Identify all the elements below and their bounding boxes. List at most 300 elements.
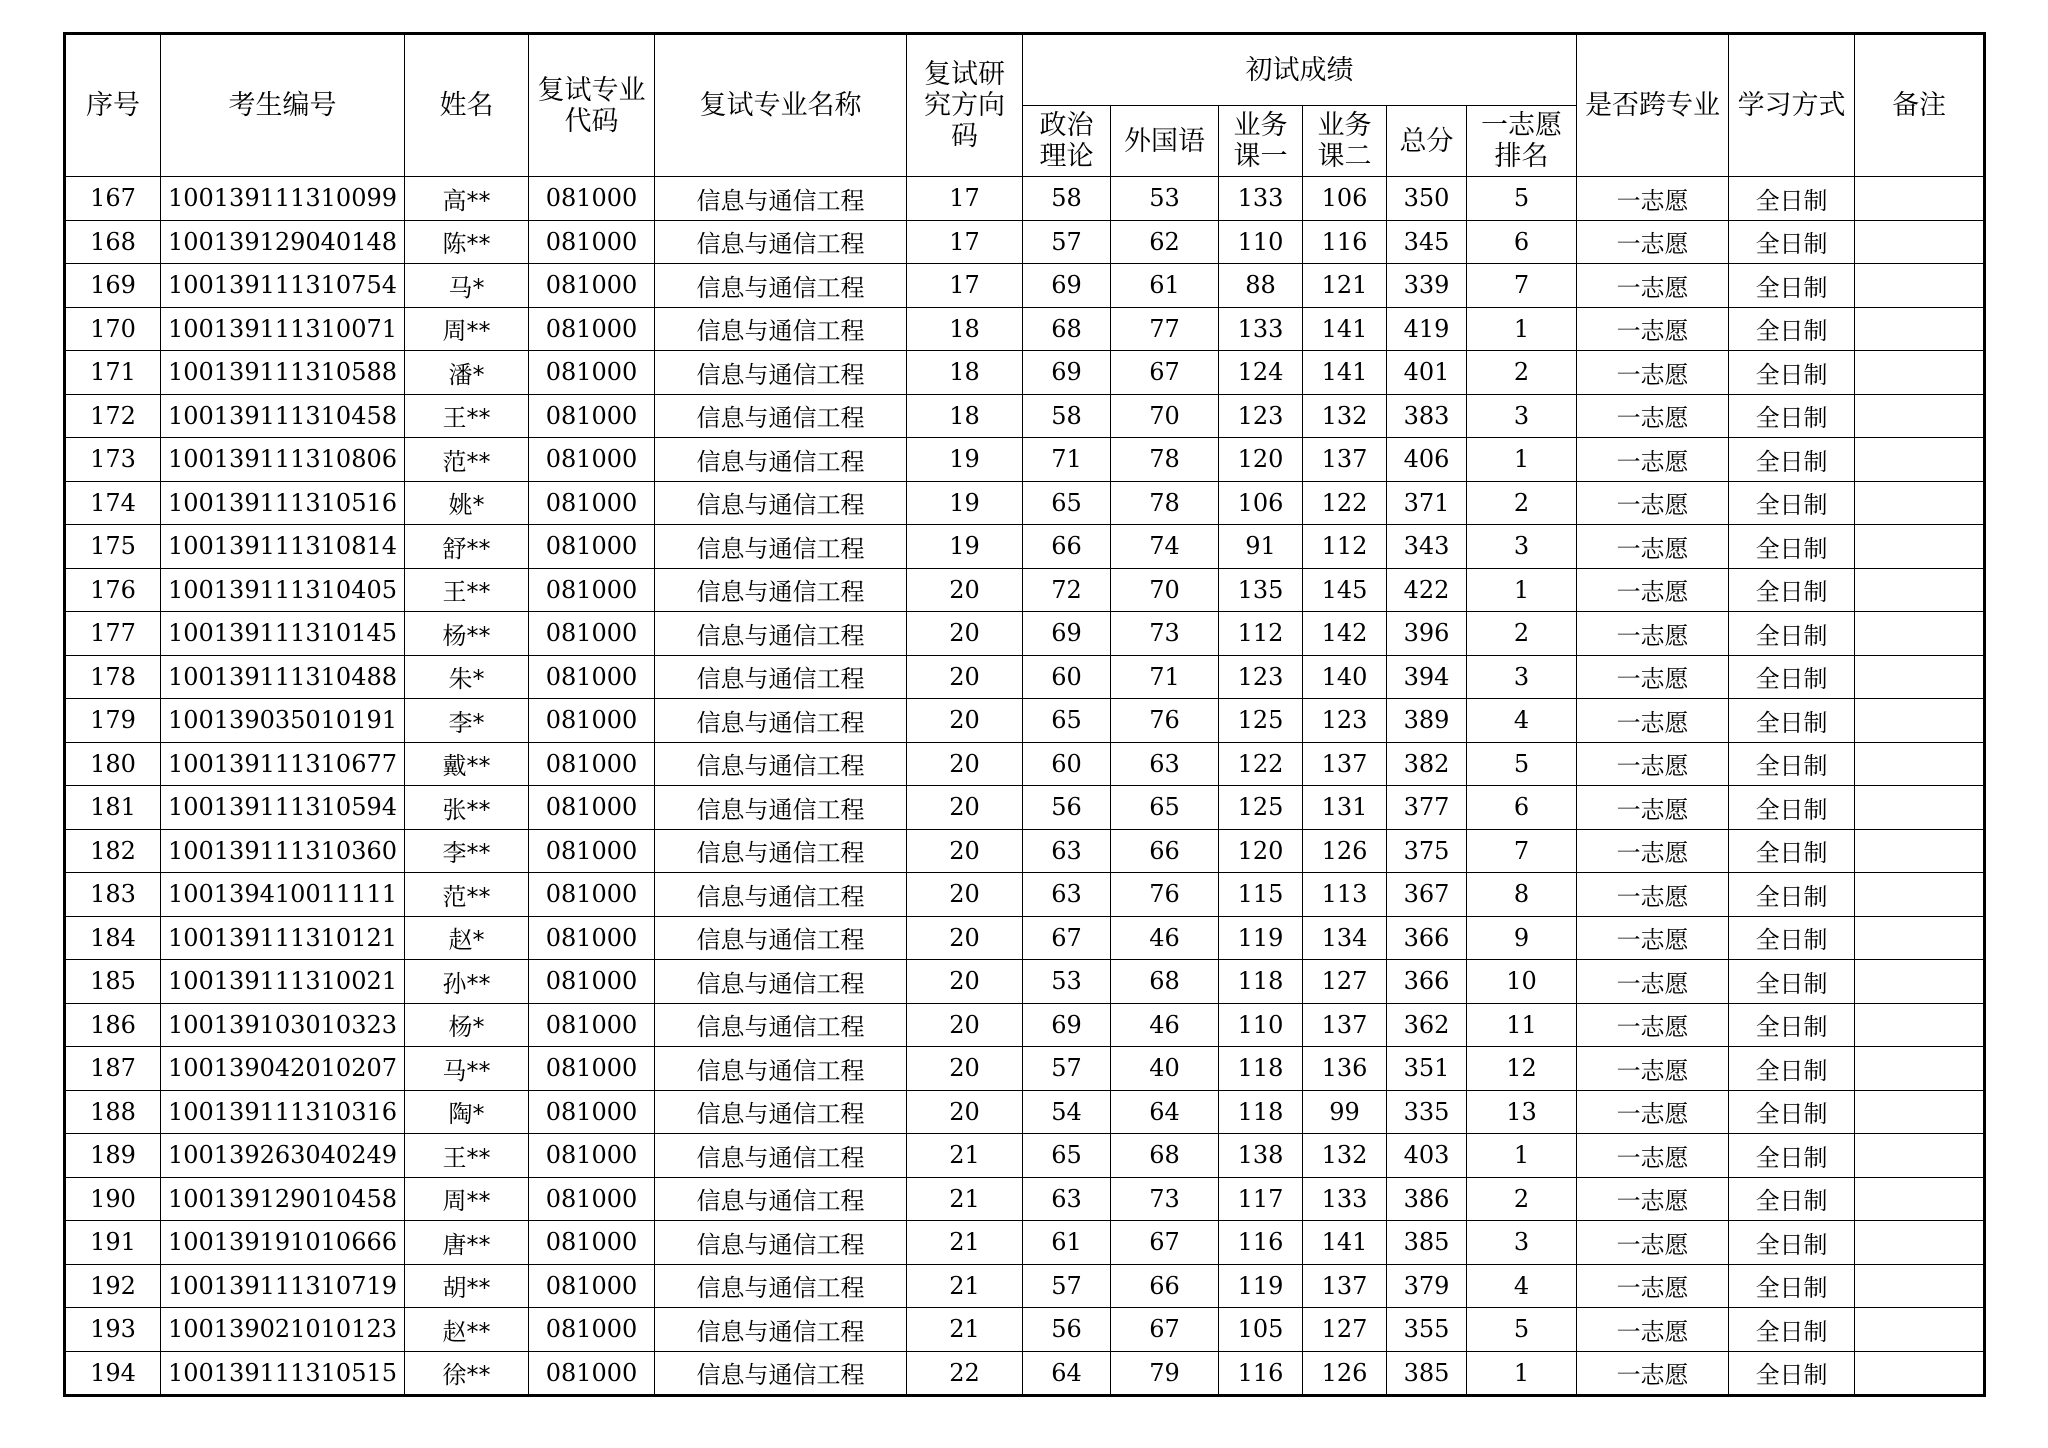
table-row	[65, 481, 1985, 525]
cell-subject2: 126	[1303, 829, 1387, 873]
cell-exam-id: 100139111310121	[161, 916, 405, 960]
header-subject2	[1303, 106, 1387, 177]
cell-study-mode: 全日制	[1729, 525, 1855, 569]
cell-subject2: 131	[1303, 786, 1387, 830]
cell-politics: 57	[1023, 220, 1111, 264]
cell-exam-id: 100139129010458	[161, 1177, 405, 1221]
cell-direction-code: 20	[907, 960, 1023, 1004]
cell-rank: 8	[1467, 873, 1577, 917]
cell-direction-code: 20	[907, 1090, 1023, 1134]
table-row	[65, 264, 1985, 308]
cell-remarks	[1855, 655, 1985, 699]
cell-exam-id: 100139410011111	[161, 873, 405, 917]
cell-foreign: 66	[1111, 1264, 1219, 1308]
cell-politics: 68	[1023, 307, 1111, 351]
cell-major-name: 信息与通信工程	[655, 351, 907, 395]
cell-foreign: 67	[1111, 1308, 1219, 1352]
cell-major-code: 081000	[529, 220, 655, 264]
cell-name: 周**	[405, 307, 529, 351]
cell-seq: 183	[65, 873, 161, 917]
cell-cross-major: 一志愿	[1577, 655, 1729, 699]
cell-remarks	[1855, 394, 1985, 438]
cell-subject1: 138	[1219, 1134, 1303, 1178]
cell-foreign: 68	[1111, 1134, 1219, 1178]
cell-subject2: 141	[1303, 351, 1387, 395]
cell-exam-id: 100139042010207	[161, 1047, 405, 1091]
cell-study-mode: 全日制	[1729, 1351, 1855, 1396]
cell-major-name: 信息与通信工程	[655, 1308, 907, 1352]
cell-foreign: 76	[1111, 873, 1219, 917]
table-row	[65, 568, 1985, 612]
cell-politics: 57	[1023, 1047, 1111, 1091]
cell-politics: 63	[1023, 873, 1111, 917]
cell-politics: 65	[1023, 699, 1111, 743]
table-row	[65, 612, 1985, 656]
cell-rank: 3	[1467, 525, 1577, 569]
cell-major-code: 081000	[529, 525, 655, 569]
cell-cross-major: 一志愿	[1577, 829, 1729, 873]
cell-rank: 4	[1467, 1264, 1577, 1308]
cell-direction-code: 19	[907, 438, 1023, 482]
table-row	[65, 1351, 1985, 1396]
cell-rank: 1	[1467, 307, 1577, 351]
cell-rank: 2	[1467, 481, 1577, 525]
table-row	[65, 829, 1985, 873]
header-politics	[1023, 106, 1111, 177]
cell-direction-code: 18	[907, 394, 1023, 438]
table-row	[65, 960, 1985, 1004]
cell-seq: 180	[65, 742, 161, 786]
cell-total: 383	[1387, 394, 1467, 438]
cell-major-name: 信息与通信工程	[655, 481, 907, 525]
cell-seq: 194	[65, 1351, 161, 1396]
cell-subject2: 113	[1303, 873, 1387, 917]
cell-rank: 5	[1467, 742, 1577, 786]
cell-major-code: 081000	[529, 351, 655, 395]
cell-rank: 5	[1467, 177, 1577, 221]
cell-major-code: 081000	[529, 786, 655, 830]
table-row	[65, 307, 1985, 351]
header-name: 姓名	[405, 34, 529, 177]
cell-study-mode: 全日制	[1729, 177, 1855, 221]
cell-major-code: 081000	[529, 829, 655, 873]
cell-major-code: 081000	[529, 264, 655, 308]
table-row	[65, 1134, 1985, 1178]
header-politics-text: 政治理论	[1039, 110, 1094, 172]
cell-cross-major: 一志愿	[1577, 1351, 1729, 1396]
cell-rank: 1	[1467, 1351, 1577, 1396]
cell-politics: 65	[1023, 1134, 1111, 1178]
cell-study-mode: 全日制	[1729, 481, 1855, 525]
cell-seq: 192	[65, 1264, 161, 1308]
header-major-code-text: 复试专业代码	[537, 74, 646, 137]
cell-cross-major: 一志愿	[1577, 1221, 1729, 1265]
cell-study-mode: 全日制	[1729, 351, 1855, 395]
cell-subject1: 118	[1219, 960, 1303, 1004]
cell-direction-code: 20	[907, 1003, 1023, 1047]
cell-exam-id: 100139111310405	[161, 568, 405, 612]
cell-remarks	[1855, 307, 1985, 351]
cell-study-mode: 全日制	[1729, 438, 1855, 482]
cell-subject2: 123	[1303, 699, 1387, 743]
cell-cross-major: 一志愿	[1577, 264, 1729, 308]
cell-major-name: 信息与通信工程	[655, 525, 907, 569]
cell-direction-code: 17	[907, 177, 1023, 221]
cell-subject2: 141	[1303, 307, 1387, 351]
cell-cross-major: 一志愿	[1577, 438, 1729, 482]
cell-total: 339	[1387, 264, 1467, 308]
cell-foreign: 78	[1111, 438, 1219, 482]
cell-cross-major: 一志愿	[1577, 1047, 1729, 1091]
cell-exam-id: 100139129040148	[161, 220, 405, 264]
cell-cross-major: 一志愿	[1577, 568, 1729, 612]
cell-rank: 4	[1467, 699, 1577, 743]
cell-study-mode: 全日制	[1729, 1090, 1855, 1134]
cell-major-code: 081000	[529, 1221, 655, 1265]
cell-subject2: 141	[1303, 1221, 1387, 1265]
cell-major-name: 信息与通信工程	[655, 699, 907, 743]
cell-study-mode: 全日制	[1729, 1003, 1855, 1047]
cell-total: 385	[1387, 1351, 1467, 1396]
cell-cross-major: 一志愿	[1577, 960, 1729, 1004]
cell-subject1: 125	[1219, 786, 1303, 830]
cell-study-mode: 全日制	[1729, 612, 1855, 656]
cell-exam-id: 100139111310071	[161, 307, 405, 351]
cell-rank: 3	[1467, 1221, 1577, 1265]
cell-study-mode: 全日制	[1729, 916, 1855, 960]
cell-direction-code: 20	[907, 916, 1023, 960]
cell-name: 杨*	[405, 1003, 529, 1047]
cell-exam-id: 100139111310594	[161, 786, 405, 830]
cell-subject1: 135	[1219, 568, 1303, 612]
header-direction-code	[907, 34, 1023, 177]
cell-major-code: 081000	[529, 1003, 655, 1047]
cell-remarks	[1855, 742, 1985, 786]
cell-major-name: 信息与通信工程	[655, 264, 907, 308]
cell-remarks	[1855, 1221, 1985, 1265]
cell-foreign: 40	[1111, 1047, 1219, 1091]
cell-total: 367	[1387, 873, 1467, 917]
cell-direction-code: 20	[907, 786, 1023, 830]
cell-name: 王**	[405, 394, 529, 438]
cell-remarks	[1855, 1351, 1985, 1396]
cell-seq: 176	[65, 568, 161, 612]
cell-politics: 72	[1023, 568, 1111, 612]
cell-direction-code: 17	[907, 220, 1023, 264]
cell-remarks	[1855, 525, 1985, 569]
cell-cross-major: 一志愿	[1577, 394, 1729, 438]
table-row	[65, 1264, 1985, 1308]
cell-total: 406	[1387, 438, 1467, 482]
cell-rank: 13	[1467, 1090, 1577, 1134]
cell-remarks	[1855, 1047, 1985, 1091]
cell-total: 371	[1387, 481, 1467, 525]
cell-seq: 169	[65, 264, 161, 308]
cell-subject1: 119	[1219, 1264, 1303, 1308]
cell-foreign: 63	[1111, 742, 1219, 786]
cell-politics: 58	[1023, 394, 1111, 438]
cell-major-code: 081000	[529, 1351, 655, 1396]
header-seq: 序号	[65, 34, 161, 177]
cell-study-mode: 全日制	[1729, 220, 1855, 264]
cell-rank: 12	[1467, 1047, 1577, 1091]
cell-seq: 177	[65, 612, 161, 656]
cell-remarks	[1855, 699, 1985, 743]
cell-seq: 167	[65, 177, 161, 221]
cell-politics: 67	[1023, 916, 1111, 960]
cell-subject2: 137	[1303, 1264, 1387, 1308]
table-body	[65, 177, 1985, 1396]
header-direction-code-text: 复试研究方向码	[923, 59, 1005, 152]
cell-major-code: 081000	[529, 742, 655, 786]
cell-seq: 172	[65, 394, 161, 438]
cell-major-name: 信息与通信工程	[655, 568, 907, 612]
cell-major-code: 081000	[529, 307, 655, 351]
cell-seq: 190	[65, 1177, 161, 1221]
table-row	[65, 525, 1985, 569]
cell-subject2: 140	[1303, 655, 1387, 699]
cell-direction-code: 20	[907, 612, 1023, 656]
cell-seq: 185	[65, 960, 161, 1004]
cell-subject1: 125	[1219, 699, 1303, 743]
cell-name: 胡**	[405, 1264, 529, 1308]
cell-major-code: 081000	[529, 394, 655, 438]
cell-subject2: 137	[1303, 438, 1387, 482]
cell-remarks	[1855, 264, 1985, 308]
cell-total: 382	[1387, 742, 1467, 786]
cell-remarks	[1855, 786, 1985, 830]
cell-subject1: 88	[1219, 264, 1303, 308]
cell-foreign: 77	[1111, 307, 1219, 351]
cell-politics: 69	[1023, 612, 1111, 656]
cell-subject2: 112	[1303, 525, 1387, 569]
cell-exam-id: 100139111310754	[161, 264, 405, 308]
cell-name: 周**	[405, 1177, 529, 1221]
cell-foreign: 62	[1111, 220, 1219, 264]
cell-exam-id: 100139111310814	[161, 525, 405, 569]
cell-major-code: 081000	[529, 568, 655, 612]
cell-major-code: 081000	[529, 1177, 655, 1221]
cell-direction-code: 21	[907, 1221, 1023, 1265]
cell-major-name: 信息与通信工程	[655, 655, 907, 699]
cell-politics: 69	[1023, 264, 1111, 308]
cell-subject1: 120	[1219, 438, 1303, 482]
cell-direction-code: 20	[907, 655, 1023, 699]
cell-subject2: 122	[1303, 481, 1387, 525]
cell-major-code: 081000	[529, 1264, 655, 1308]
cell-politics: 65	[1023, 481, 1111, 525]
cell-politics: 58	[1023, 177, 1111, 221]
cell-rank: 3	[1467, 394, 1577, 438]
cell-direction-code: 21	[907, 1134, 1023, 1178]
cell-politics: 63	[1023, 829, 1111, 873]
table-row	[65, 1308, 1985, 1352]
cell-foreign: 61	[1111, 264, 1219, 308]
cell-major-name: 信息与通信工程	[655, 829, 907, 873]
cell-total: 343	[1387, 525, 1467, 569]
cell-rank: 2	[1467, 612, 1577, 656]
cell-total: 362	[1387, 1003, 1467, 1047]
cell-foreign: 46	[1111, 1003, 1219, 1047]
score-table	[63, 32, 1986, 1397]
cell-seq: 182	[65, 829, 161, 873]
cell-total: 351	[1387, 1047, 1467, 1091]
cell-total: 385	[1387, 1221, 1467, 1265]
cell-foreign: 70	[1111, 568, 1219, 612]
cell-foreign: 74	[1111, 525, 1219, 569]
cell-study-mode: 全日制	[1729, 655, 1855, 699]
header-remarks: 备注	[1855, 34, 1985, 177]
cell-politics: 66	[1023, 525, 1111, 569]
cell-foreign: 79	[1111, 1351, 1219, 1396]
cell-remarks	[1855, 829, 1985, 873]
cell-name: 王**	[405, 1134, 529, 1178]
cell-seq: 171	[65, 351, 161, 395]
cell-subject2: 127	[1303, 1308, 1387, 1352]
header-total: 总分	[1387, 106, 1467, 177]
cell-remarks	[1855, 351, 1985, 395]
cell-politics: 54	[1023, 1090, 1111, 1134]
cell-remarks	[1855, 1264, 1985, 1308]
table-row	[65, 1047, 1985, 1091]
cell-total: 350	[1387, 177, 1467, 221]
table-row	[65, 394, 1985, 438]
cell-subject1: 118	[1219, 1047, 1303, 1091]
cell-subject2: 99	[1303, 1090, 1387, 1134]
cell-remarks	[1855, 1134, 1985, 1178]
cell-cross-major: 一志愿	[1577, 1134, 1729, 1178]
cell-direction-code: 19	[907, 481, 1023, 525]
cell-total: 401	[1387, 351, 1467, 395]
cell-name: 戴**	[405, 742, 529, 786]
cell-seq: 191	[65, 1221, 161, 1265]
cell-subject2: 145	[1303, 568, 1387, 612]
cell-major-name: 信息与通信工程	[655, 873, 907, 917]
cell-rank: 1	[1467, 1134, 1577, 1178]
cell-total: 403	[1387, 1134, 1467, 1178]
cell-major-code: 081000	[529, 481, 655, 525]
cell-name: 孙**	[405, 960, 529, 1004]
cell-subject1: 123	[1219, 394, 1303, 438]
cell-study-mode: 全日制	[1729, 699, 1855, 743]
cell-direction-code: 20	[907, 742, 1023, 786]
cell-subject1: 117	[1219, 1177, 1303, 1221]
cell-politics: 60	[1023, 742, 1111, 786]
cell-cross-major: 一志愿	[1577, 699, 1729, 743]
cell-subject1: 105	[1219, 1308, 1303, 1352]
cell-exam-id: 100139111310099	[161, 177, 405, 221]
cell-total: 375	[1387, 829, 1467, 873]
cell-direction-code: 20	[907, 568, 1023, 612]
cell-study-mode: 全日制	[1729, 742, 1855, 786]
cell-subject2: 134	[1303, 916, 1387, 960]
cell-seq: 173	[65, 438, 161, 482]
cell-study-mode: 全日制	[1729, 1221, 1855, 1265]
table-row	[65, 699, 1985, 743]
table-row	[65, 351, 1985, 395]
cell-rank: 9	[1467, 916, 1577, 960]
cell-rank: 6	[1467, 220, 1577, 264]
cell-cross-major: 一志愿	[1577, 525, 1729, 569]
cell-study-mode: 全日制	[1729, 1308, 1855, 1352]
cell-subject1: 124	[1219, 351, 1303, 395]
cell-cross-major: 一志愿	[1577, 1090, 1729, 1134]
cell-major-code: 081000	[529, 1308, 655, 1352]
cell-total: 419	[1387, 307, 1467, 351]
cell-exam-id: 100139103010323	[161, 1003, 405, 1047]
table-row	[65, 1221, 1985, 1265]
header-major-code	[529, 34, 655, 177]
cell-rank: 2	[1467, 1177, 1577, 1221]
table-row	[65, 1090, 1985, 1134]
cell-cross-major: 一志愿	[1577, 1308, 1729, 1352]
cell-total: 422	[1387, 568, 1467, 612]
cell-subject2: 106	[1303, 177, 1387, 221]
cell-foreign: 66	[1111, 829, 1219, 873]
cell-foreign: 53	[1111, 177, 1219, 221]
cell-major-name: 信息与通信工程	[655, 1221, 907, 1265]
cell-remarks	[1855, 612, 1985, 656]
cell-subject2: 126	[1303, 1351, 1387, 1396]
cell-major-name: 信息与通信工程	[655, 394, 907, 438]
cell-major-name: 信息与通信工程	[655, 220, 907, 264]
cell-total: 366	[1387, 960, 1467, 1004]
cell-study-mode: 全日制	[1729, 829, 1855, 873]
cell-total: 335	[1387, 1090, 1467, 1134]
cell-politics: 57	[1023, 1264, 1111, 1308]
cell-major-code: 081000	[529, 699, 655, 743]
header-prelim-group: 初试成绩	[1023, 34, 1577, 106]
cell-remarks	[1855, 220, 1985, 264]
cell-study-mode: 全日制	[1729, 394, 1855, 438]
cell-subject2: 137	[1303, 1003, 1387, 1047]
cell-major-code: 081000	[529, 1134, 655, 1178]
cell-seq: 174	[65, 481, 161, 525]
cell-seq: 189	[65, 1134, 161, 1178]
cell-exam-id: 100139111310488	[161, 655, 405, 699]
header-foreign: 外国语	[1111, 106, 1219, 177]
cell-politics: 71	[1023, 438, 1111, 482]
cell-name: 唐**	[405, 1221, 529, 1265]
cell-name: 马**	[405, 1047, 529, 1091]
cell-study-mode: 全日制	[1729, 1264, 1855, 1308]
cell-exam-id: 100139111310719	[161, 1264, 405, 1308]
cell-major-name: 信息与通信工程	[655, 1351, 907, 1396]
cell-subject1: 122	[1219, 742, 1303, 786]
cell-subject1: 116	[1219, 1351, 1303, 1396]
cell-study-mode: 全日制	[1729, 264, 1855, 308]
cell-subject1: 112	[1219, 612, 1303, 656]
header-cross-major: 是否跨专业	[1577, 34, 1729, 177]
cell-exam-id: 100139111310360	[161, 829, 405, 873]
cell-foreign: 68	[1111, 960, 1219, 1004]
cell-name: 陈**	[405, 220, 529, 264]
cell-politics: 60	[1023, 655, 1111, 699]
cell-study-mode: 全日制	[1729, 786, 1855, 830]
cell-remarks	[1855, 916, 1985, 960]
cell-name: 朱*	[405, 655, 529, 699]
cell-foreign: 73	[1111, 1177, 1219, 1221]
header-rank	[1467, 106, 1577, 177]
cell-major-name: 信息与通信工程	[655, 438, 907, 482]
cell-exam-id: 100139035010191	[161, 699, 405, 743]
cell-total: 377	[1387, 786, 1467, 830]
cell-name: 马*	[405, 264, 529, 308]
cell-total: 345	[1387, 220, 1467, 264]
cell-seq: 179	[65, 699, 161, 743]
cell-exam-id: 100139021010123	[161, 1308, 405, 1352]
cell-cross-major: 一志愿	[1577, 351, 1729, 395]
